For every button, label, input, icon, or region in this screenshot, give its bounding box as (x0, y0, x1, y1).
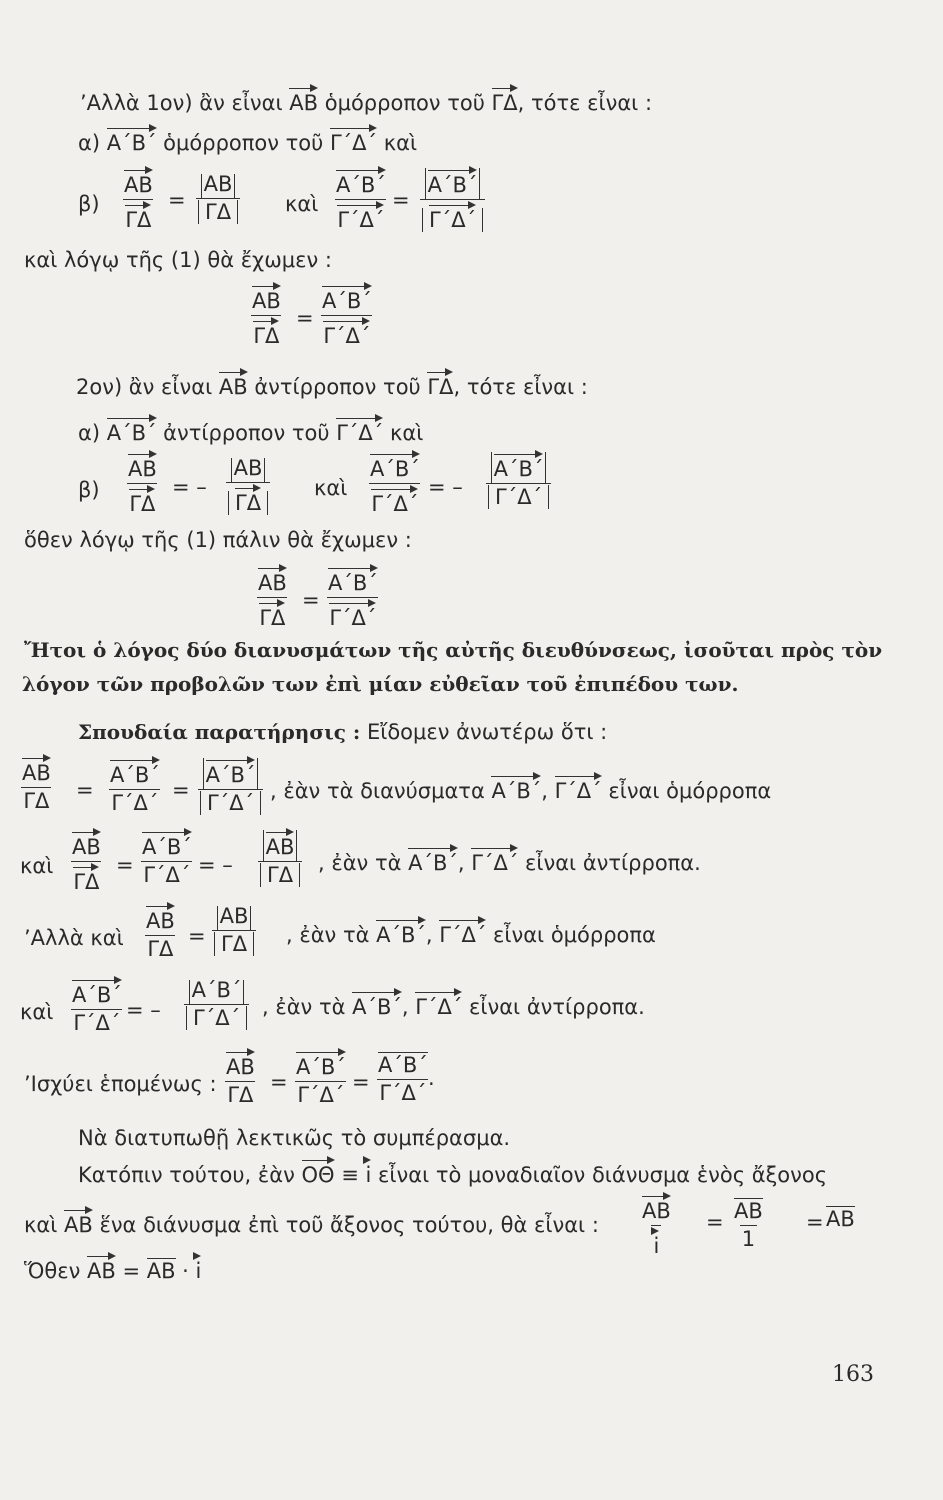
text: καὶ (377, 131, 418, 155)
text: Ὅθεν (24, 1259, 87, 1283)
vector-G1D1: Γ΄Δ΄ (330, 126, 377, 154)
remark-title: Σπουδαία παρατήρησις : (78, 720, 361, 744)
numerator: ΑΒ (146, 904, 175, 932)
equals-sign: = (116, 853, 134, 877)
denominator: Γ΄Δ΄ (297, 1083, 345, 1107)
text: καὶ (20, 854, 54, 878)
vector-AB: ΑΒ (64, 1208, 93, 1236)
text: · (175, 1259, 196, 1283)
fraction-abs (198, 758, 263, 814)
fraction (70, 830, 103, 893)
fraction (294, 1050, 348, 1106)
vector-G1D1: Γ΄Δ΄ (439, 918, 486, 946)
text: καὶ (24, 1213, 65, 1237)
fraction (334, 168, 388, 231)
numerator: Α΄Β΄ (328, 566, 378, 594)
denominator: Γ΄Δ΄ (323, 319, 370, 347)
numerator: Α΄Β΄ (336, 168, 386, 196)
text: ’Αλλὰ καὶ (24, 926, 124, 950)
text: εἶναι τὸ μοναδιαῖον διάνυσμα ἑνὸς ἄξονος (371, 1163, 828, 1187)
text-line: καὶ λόγῳ τῆς (1) θὰ ἔχωμεν : (24, 248, 332, 272)
text: 2ον) ἂν εἶναι (76, 375, 219, 399)
algebraic-value-AB: ΑΒ (146, 1259, 176, 1283)
case2-intro-line (76, 370, 588, 398)
denominator: ΓΔ (125, 203, 151, 231)
denominator: ΓΔ (235, 486, 261, 514)
text: ’Ισχύει ἑπομένως : (24, 1072, 217, 1096)
condition-text (262, 990, 645, 1018)
text: , (541, 779, 555, 803)
unit-vector-line (78, 1158, 827, 1186)
fraction (224, 1050, 257, 1106)
text: καὶ (285, 192, 319, 216)
denominator: ΓΔ (198, 200, 238, 224)
fraction (20, 756, 53, 812)
text: α) (78, 421, 107, 445)
numerator: Α΄Β΄ (189, 980, 245, 1004)
text: α) (78, 131, 107, 155)
text: . (428, 1066, 435, 1090)
condition-text (286, 918, 656, 946)
vector-G1D1: Γ΄Δ΄ (336, 416, 383, 444)
condition-text (318, 846, 701, 874)
label-beta: β) (78, 478, 100, 502)
vector-AB: ΑΒ (289, 86, 318, 114)
equals-sign: = (806, 1210, 824, 1234)
text: ὁμόρροπον τοῦ (156, 131, 330, 155)
equals-minus-sign: = – (126, 998, 161, 1022)
numerator: Α΄Β΄ (72, 978, 122, 1006)
numerator: ΑΒ (642, 1194, 671, 1222)
vector-OTheta: ΟΘ (302, 1158, 335, 1186)
fraction (376, 1052, 430, 1104)
fraction (256, 566, 289, 629)
denominator: ΓΔ (214, 932, 254, 956)
denominator: Γ΄Δ΄ (488, 485, 549, 509)
denominator: Γ΄Δ΄ (111, 791, 159, 815)
fraction-abs (226, 458, 270, 514)
vector-A1B1: Α΄Β΄ (107, 416, 157, 444)
numerator: ΑΒ (266, 830, 295, 858)
equals-sign: = (168, 188, 186, 212)
case2-alpha-line (78, 416, 423, 444)
fraction-abs (184, 980, 249, 1029)
fraction (320, 284, 374, 347)
equals-sign: = (706, 1210, 724, 1234)
denominator: 1 (741, 1227, 756, 1251)
fraction (70, 978, 124, 1034)
fraction (326, 566, 380, 629)
text: , (401, 995, 416, 1019)
vector-G1D1: Γ΄Δ΄ (471, 846, 518, 874)
numerator: ΑΒ (124, 168, 153, 196)
denominator: Γ΄Δ΄ (337, 203, 384, 231)
final-line (24, 1254, 201, 1282)
denominator: ΓΔ (23, 789, 50, 813)
text: ἕνα διάνυσμα ἐπὶ τοῦ ἄξονος τούτου, θὰ εἶναι : (92, 1213, 599, 1237)
numerator: Α΄Β΄ (142, 830, 192, 858)
numerator: Α΄Β΄ (206, 758, 256, 786)
fraction (732, 1198, 765, 1250)
text: , τότε εἶναι : (453, 375, 588, 399)
label-beta: β) (78, 192, 100, 216)
vector-i: i (366, 1158, 372, 1186)
vector-i: i (196, 1254, 202, 1282)
text: , ἐὰν τὰ (286, 923, 377, 947)
text-part (24, 1208, 599, 1236)
text: , (457, 851, 472, 875)
fraction-abs (212, 906, 256, 955)
text: = (115, 1259, 147, 1283)
numerator: Α΄Β΄ (322, 284, 372, 312)
numerator: ΑΒ (226, 1050, 255, 1078)
numerator: ΑΒ (128, 452, 157, 480)
text: , τότε εἶναι : (517, 91, 653, 115)
numerator: Α΄Β΄ (296, 1050, 346, 1078)
text: , ἐὰν τὰ διανύσματα (270, 779, 492, 803)
equals-sign: = (172, 778, 190, 802)
vector-G1D1: Γ΄Δ΄ (415, 990, 462, 1018)
condition-text (270, 774, 771, 802)
algebraic-value-AB: ΑΒ (826, 1207, 855, 1231)
numerator: ΑΒ (734, 1199, 763, 1223)
equals-minus-sign: = – (172, 475, 207, 499)
text-line: Νὰ διατυπωθῇ λεκτικῶς τὸ συμπέρασμα. (78, 1126, 511, 1150)
text: καὶ (314, 476, 348, 500)
fraction (140, 830, 194, 886)
denominator: ΓΔ (129, 487, 155, 515)
vector-AB: ΑΒ (87, 1254, 116, 1282)
denominator: ΓΔ (147, 937, 174, 961)
remark-heading (78, 722, 607, 743)
denominator: Γ΄Δ΄ (329, 601, 376, 629)
numerator: ΑΒ (252, 284, 281, 312)
text: ὁμόρροπον τοῦ (318, 91, 492, 115)
text: εἶναι ὁμόρροπα (486, 923, 656, 947)
text: ≡ (334, 1163, 366, 1187)
text: , (425, 923, 440, 947)
numerator: Α΄Β΄ (494, 452, 544, 480)
denominator: Γ΄Δ΄ (429, 203, 476, 231)
denominator: i (653, 1229, 659, 1257)
denominator: ΓΔ (253, 319, 279, 347)
theorem-line-1: Ἤτοι ὁ λόγος δύο διανυσμάτων τῆς αὐτῆς διευθύνσεως, ἰσοῦται πρὸς τὸν (24, 638, 883, 662)
vector-A1B1: Α΄Β΄ (352, 990, 402, 1018)
case1-alpha-line (78, 126, 417, 154)
overlined-AB (826, 1206, 855, 1230)
equals-sign: = (188, 924, 206, 948)
text: Κατόπιν τούτου, ἐὰν (78, 1163, 302, 1187)
fraction-abs (258, 830, 302, 886)
text: , ἐὰν τὰ (262, 995, 353, 1019)
vector-AB: ΑΒ (219, 370, 248, 398)
equals-minus-sign: = – (198, 853, 233, 877)
denominator: ΓΔ (260, 863, 300, 887)
numerator: ΑΒ (231, 458, 266, 482)
text-line: ὅθεν λόγῳ τῆς (1) πάλιν θὰ ἔχωμεν : (24, 528, 412, 552)
denominator: Γ΄Δ΄ (186, 1006, 247, 1030)
equals-sign: = (270, 1070, 288, 1094)
vector-GD: ΓΔ (427, 370, 453, 398)
numerator: ΑΒ (201, 174, 236, 198)
denominator: ΓΔ (73, 865, 99, 893)
equals-sign: = (76, 778, 94, 802)
fraction-abs (420, 168, 485, 231)
text: εἶναι ὁμόρροπα (601, 779, 772, 803)
numerator: ΑΒ (217, 906, 252, 930)
denominator: ΓΔ (259, 601, 285, 629)
denominator: ΓΔ (227, 1083, 254, 1107)
text: , ἐὰν τὰ (318, 851, 409, 875)
equals-sign: = (352, 1070, 370, 1094)
theorem-line-2: λόγον τῶν προβολῶν των ἐπὶ μίαν εὐθεῖαν τοῦ ἐπιπέδου των. (22, 672, 739, 696)
vector-A1B1: Α΄Β΄ (107, 126, 157, 154)
vector-A1B1: Α΄Β΄ (376, 918, 426, 946)
equals-sign: = (296, 306, 314, 330)
text: εἶναι ἀντίρροπα. (518, 851, 701, 875)
vector-G1D1: Γ΄Δ΄ (555, 774, 602, 802)
text: καὶ (20, 1000, 54, 1024)
denominator: Γ΄Δ΄ (143, 863, 191, 887)
numerator: Α΄Β΄ (378, 1053, 428, 1077)
numerator: ΑΒ (72, 830, 101, 858)
numerator: Α΄Β΄ (428, 168, 478, 196)
fraction (126, 452, 159, 515)
denominator: Γ΄Δ΄ (371, 487, 418, 515)
case1-intro-line (80, 86, 652, 114)
text: ἀντίρροπον τοῦ (156, 421, 337, 445)
fraction (368, 452, 422, 515)
text: ’Αλλὰ 1ον) ἂν εἶναι (80, 91, 290, 115)
denominator: Γ΄Δ΄ (73, 1011, 121, 1035)
vector-A1B1: Α΄Β΄ (408, 846, 458, 874)
page-number: 163 (832, 1362, 874, 1387)
fraction-abs (196, 174, 240, 223)
text: εἶναι ἀντίρροπα. (462, 995, 645, 1019)
equals-sign: = (392, 188, 410, 212)
vector-A1B1: Α΄Β΄ (491, 774, 541, 802)
equals-sign: = (302, 588, 320, 612)
numerator: Α΄Β΄ (110, 758, 160, 786)
denominator: Γ΄Δ΄ (200, 791, 261, 815)
numerator: ΑΒ (22, 756, 51, 784)
numerator: Α΄Β΄ (370, 452, 420, 480)
fraction-abs (486, 452, 551, 508)
text: ἀντίρροπον τοῦ (247, 375, 428, 399)
text: καὶ (383, 421, 424, 445)
text: Εἴδομεν ἀνωτέρω ὅτι : (360, 720, 608, 744)
denominator: Γ΄Δ΄ (379, 1081, 427, 1105)
fraction (144, 904, 177, 960)
vector-GD: ΓΔ (492, 86, 518, 114)
fraction (640, 1194, 673, 1257)
fraction (108, 758, 162, 814)
fraction (122, 168, 155, 231)
equals-minus-sign: = – (428, 475, 463, 499)
numerator: ΑΒ (258, 566, 287, 594)
fraction (250, 284, 283, 347)
